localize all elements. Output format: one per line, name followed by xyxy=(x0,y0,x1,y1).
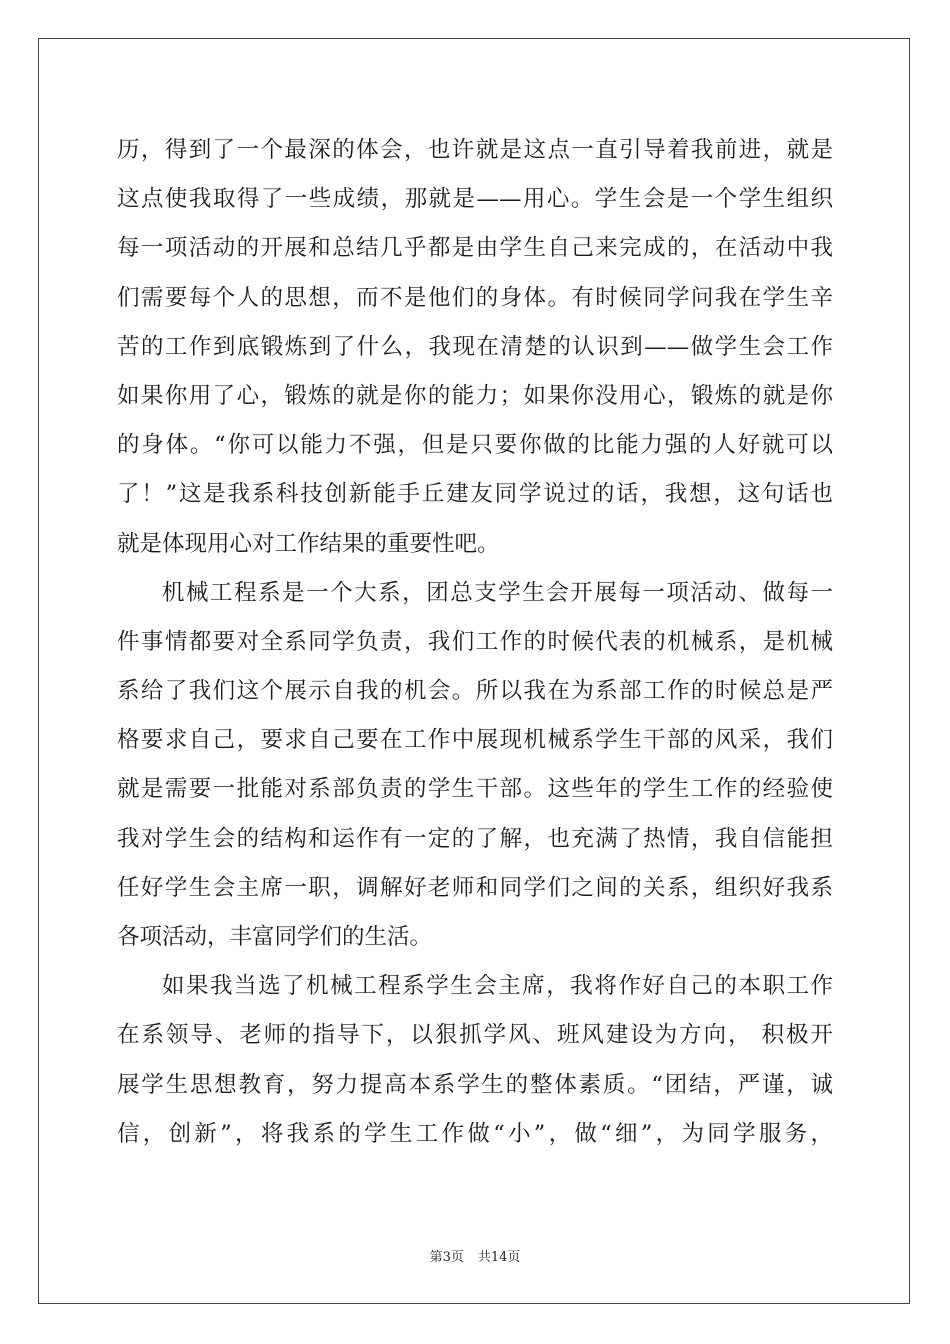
text-line: 了！”这是我系科技创新能手丘建友同学说过的话，我想，这句话也 xyxy=(117,481,833,508)
text-line: 展学生思想教育，努力提高本系学生的整体素质。“团结，严谨，诚 xyxy=(117,1071,833,1098)
text-line: 就是体现用心对工作结果的重要性吧。 xyxy=(117,530,500,557)
text-line: 件事情都要对全系同学负责，我们工作的时候代表的机械系，是机械 xyxy=(117,628,833,655)
text-line: 每一项活动的开展和总结几乎都是由学生自己来完成的，在活动中我 xyxy=(117,235,833,262)
text-line: 机械工程系是一个大系，团总支学生会开展每一项活动、做每一 xyxy=(162,579,833,606)
text-line: 苦的工作到底锻炼到了什么，我现在清楚的认识到——做学生会工作 xyxy=(117,333,833,360)
text-line: 们需要每个人的思想，而不是他们的身体。有时候同学问我在学生辛 xyxy=(117,284,833,311)
paragraph-1 xyxy=(117,126,833,569)
page-footer xyxy=(0,1246,950,1265)
text-line: 在系领导、老师的指导下，以狠抓学风、班风建设为方向， 积极开 xyxy=(117,1022,833,1049)
text-line: 信，创新”，将我系的学生工作做“小”，做“细”，为同学服务， xyxy=(117,1120,833,1147)
text-line: 就是需要一批能对系部负责的学生干部。这些年的学生工作的经验使 xyxy=(117,776,833,803)
paragraph-3 xyxy=(117,962,833,1159)
text-line: 历，得到了一个最深的体会，也许就是这点一直引导着我前进，就是 xyxy=(117,137,833,163)
text-line: 如果我当选了机械工程系学生会主席，我将作好自己的本职工作 xyxy=(162,973,833,1000)
text-line: 我对学生会的结构和运作有一定的了解，也充满了热情，我自信能担 xyxy=(117,825,833,852)
text-line: 的身体。“你可以能力不强，但是只要你做的比能力强的人好就可以 xyxy=(117,432,833,459)
text-line: 任好学生会主席一职，调解好老师和同学们之间的关系，组织好我系 xyxy=(117,874,833,901)
document-body xyxy=(117,126,833,1159)
text-line: 系给了我们这个展示自我的机会。所以我在为系部工作的时候总是严 xyxy=(117,678,833,705)
page-total: 共14页 xyxy=(477,1250,521,1265)
page-number: 第3页 xyxy=(429,1250,464,1265)
text-line: 格要求自己，要求自己要在工作中展现机械系学生干部的风采，我们 xyxy=(117,727,833,754)
paragraph-2 xyxy=(117,569,833,963)
text-line: 如果你用了心，锻炼的就是你的能力；如果你没用心，锻炼的就是你 xyxy=(117,382,833,409)
text-line: 这点使我取得了一些成绩，那就是——用心。学生会是一个学生组织 xyxy=(117,186,833,213)
text-line: 各项活动，丰富同学们的生活。 xyxy=(117,924,433,950)
